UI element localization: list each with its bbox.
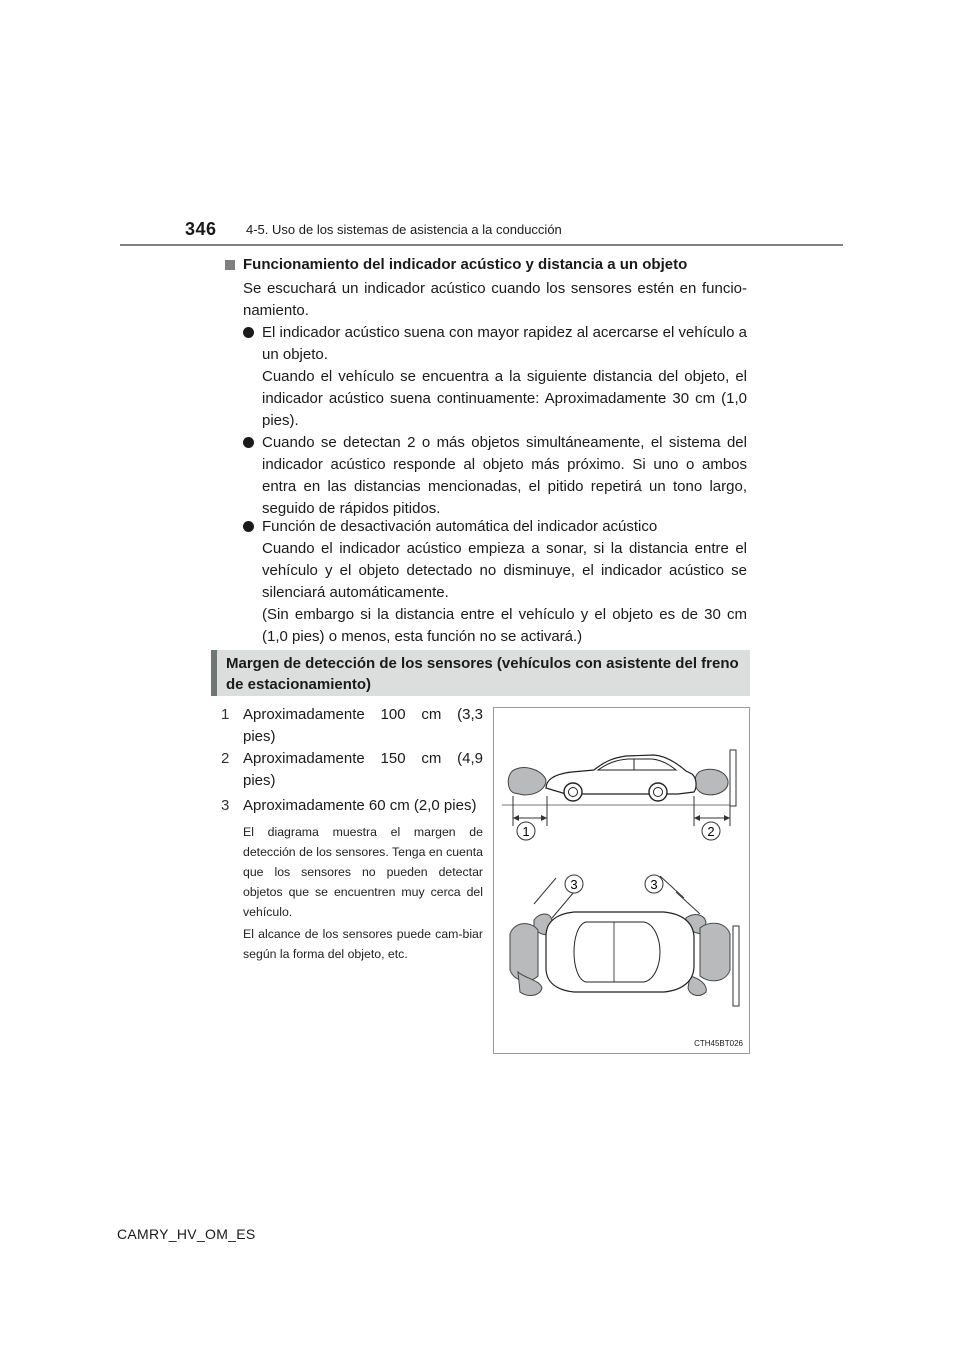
item-text: Aproximadamente 150 cm (4,9 pies) [243, 750, 483, 789]
rear-sensor-lobe [695, 769, 728, 795]
bullet-item [243, 516, 747, 648]
label-3a: 3 [570, 877, 578, 892]
bullet-text: Función de desactivación automática del indicador acústico [262, 518, 658, 535]
rear-wheel-hub [654, 788, 663, 797]
rear-center-lobe [700, 923, 730, 981]
numbered-item [221, 704, 483, 748]
bullet-dot-icon [243, 521, 254, 532]
section-header: 4-5. Uso de los sistemas de asistencia a la conducción [246, 222, 562, 237]
numbered-item [221, 795, 483, 817]
label-3b: 3 [650, 877, 658, 892]
dimension-line-3b [660, 876, 684, 898]
front-sensor-lobe [508, 768, 546, 795]
diagram-code: CTH45BT026 [694, 1039, 743, 1048]
arrow-head [513, 815, 519, 821]
diagram-note: El alcance de los sensores puede cam-biar según la forma del objeto, etc. [243, 927, 483, 961]
item-text: Aproximadamente 60 cm (2,0 pies) [243, 797, 477, 814]
bullet-dot-icon [243, 327, 254, 338]
bullet-text: Cuando el vehículo se encuentra a la siguiente distancia del objeto, el indicador acústico suena continuamente: Aproximadamente 30 cm (1,0 pies). [262, 368, 747, 429]
detection-section-heading: Margen de detección de los sensores (vehículos con asistente del freno de estacionamiento) [211, 650, 750, 696]
front-wheel-hub [569, 788, 578, 797]
rear-wall-shape [730, 750, 736, 806]
subsection-title-text: Funcionamiento del indicador acústico y distancia a un objeto [243, 256, 688, 273]
car-roof [574, 922, 660, 982]
intro-paragraph: Se escuchará un indicador acústico cuando los sensores estén en funcio-namiento. [243, 280, 747, 319]
item-text: Aproximadamente 100 cm (3,3 pies) [243, 706, 483, 745]
bullet-text: Cuando se detectan 2 o más objetos simultáneamente, el sistema del indicador acústico responde al objeto más próximo. Si uno o ambos entra en las distancias mencionadas, el pitido repetirá un tono largo, seguido de rápidos pitidos. [262, 434, 747, 517]
arrow-head [724, 815, 730, 821]
bullet-text: (Sin embargo si la distancia entre el vehículo y el objeto es de 30 cm (1,0 pies) o menos, esta función no se activará.) [262, 606, 747, 645]
page-number: 346 [185, 219, 217, 239]
item-number: 2 [221, 750, 230, 767]
item-number: 3 [221, 797, 230, 814]
header-rule [120, 244, 843, 246]
diagram-note: El diagrama muestra el margen de detección de los sensores. Tenga en cuenta que los sensores no pueden detectar objetos que se encuentren muy cerca del vehículo. [243, 825, 483, 919]
dimension-line-3a [534, 878, 556, 904]
front-center-lobe [510, 924, 538, 981]
top-wall-shape [733, 926, 739, 1006]
subsection-title [225, 256, 687, 273]
label-2: 2 [707, 824, 715, 839]
arrow-head [694, 815, 700, 821]
bullet-text: Cuando el indicador acústico empieza a sonar, si la distancia entre el vehículo y el objeto detectado no disminuye, el indicador acústico se silenciará automáticamente. [262, 540, 747, 601]
bullet-dot-icon [243, 437, 254, 448]
bullet-text: El indicador acústico suena con mayor rapidez al acercarse el vehículo a un objeto. [262, 324, 747, 363]
sensor-range-diagram [493, 707, 750, 1054]
square-bullet-icon [225, 260, 235, 270]
sensor-range-illustration [494, 708, 751, 1055]
item-number: 1 [221, 706, 230, 723]
dimension-line-3b-end [676, 892, 700, 914]
label-1: 1 [522, 824, 530, 839]
bullet-item [243, 322, 747, 432]
footer-manual-code: CAMRY_HV_OM_ES [117, 1226, 256, 1242]
numbered-item [221, 748, 483, 792]
bullet-item [243, 432, 747, 520]
arrow-head [541, 815, 547, 821]
